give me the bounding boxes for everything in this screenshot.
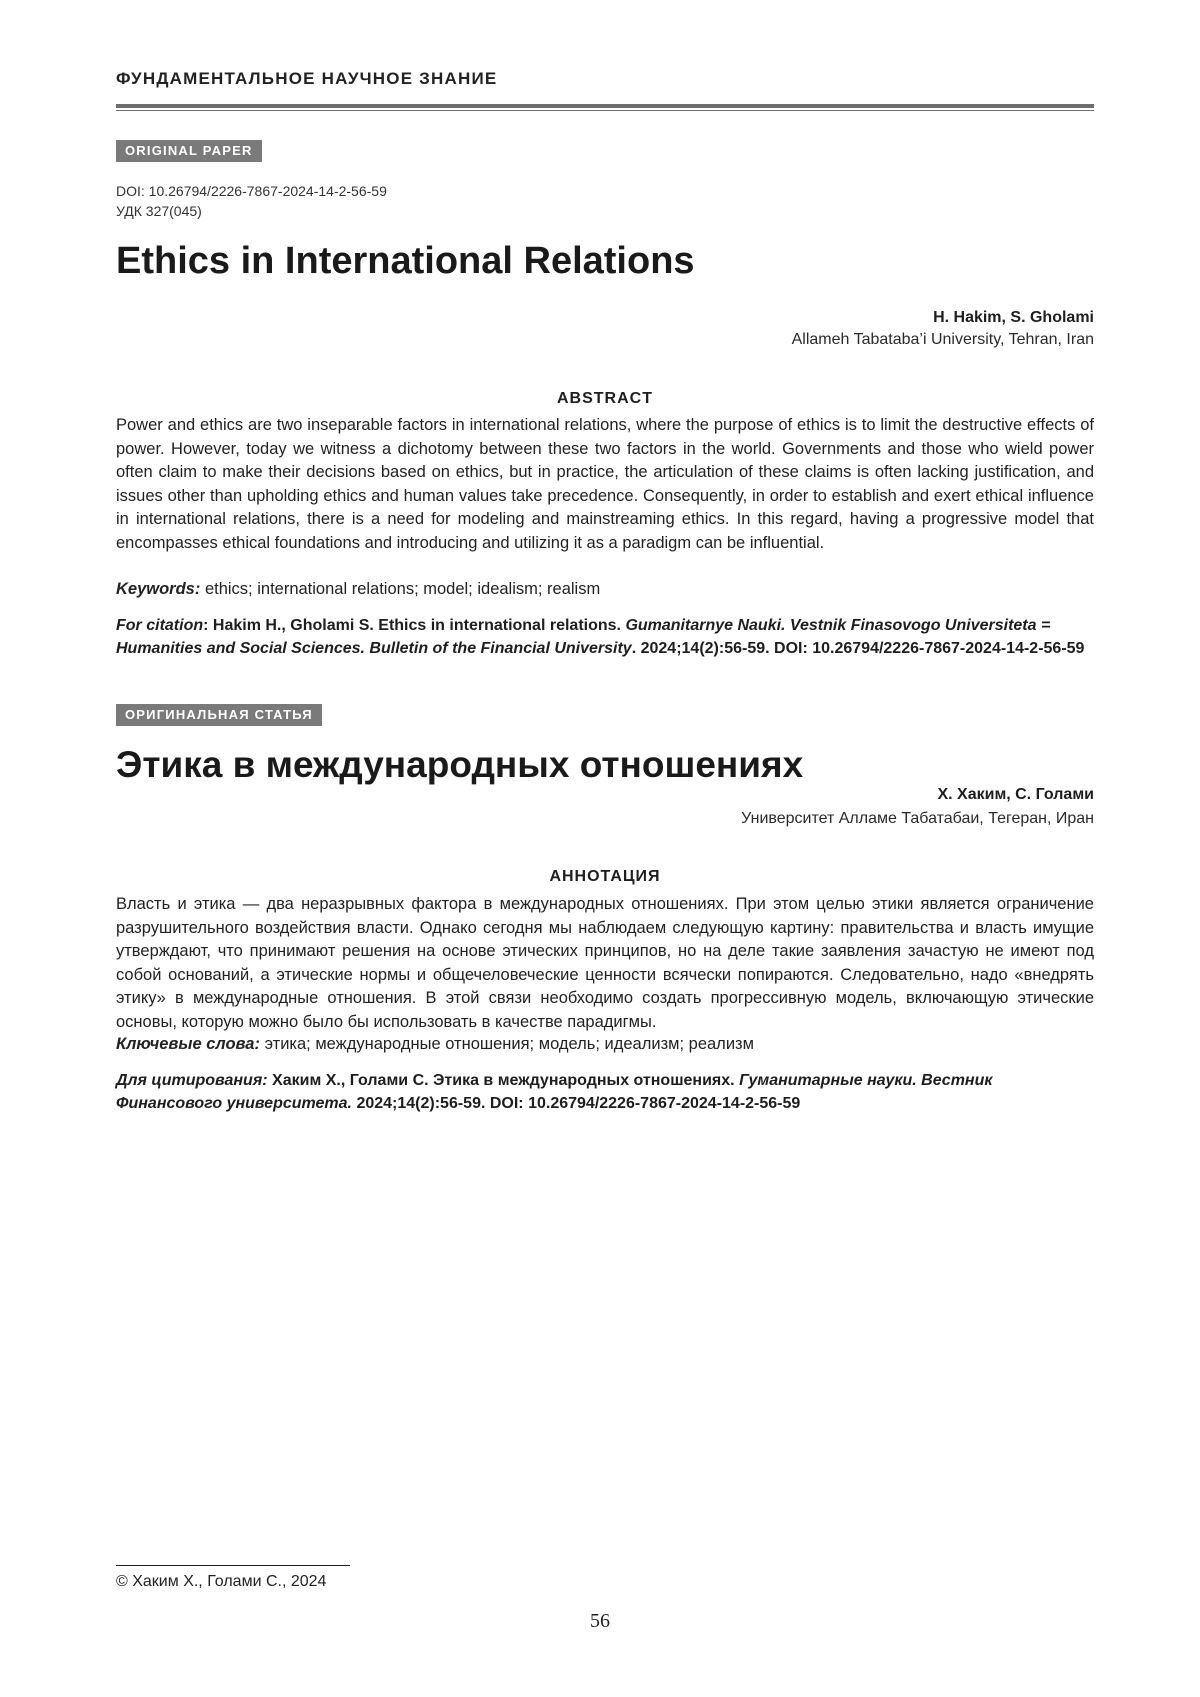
english-abstract: Power and ethics are two inseparable factors in international relations, where the purpose of ethics is to limit the destructive effects of power. However, today we witness a dichotomy between these two factors in the world. Governments and those who wield power often claim to make their decisions based on ethics, but in practice, the articulation of these claims is often lacking justification, and issues other than upholding ethics and human values take precedence. Consequently, in order to establish and exert ethical influence in international relations, there is a need for modeling and mainstreaming ethics. In this regard, having a progressive model that encompasses ethical foundations and introducing and utilizing it as a paradigm can be influential. <box>116 414 1094 555</box>
russian-authors: Х. Хаким, С. Голами <box>937 786 1094 804</box>
russian-citation <box>116 1069 1094 1115</box>
english-title: Ethics in International Relations <box>116 240 695 283</box>
russian-title: Этика в международных отношениях <box>116 744 803 786</box>
footnote-divider <box>116 1565 350 1566</box>
russian-abstract: Власть и этика — два неразрывных фактора в международных отношениях. При этом целью этики является ограничение разрушительного воздействия власти. Однако сегодня мы наблюдаем следующую картину: правительства и власть имущие утверждают, что принимают решения на основе этических принципов, но на деле такие заявления зачастую не имеют под собой оснований, а этические нормы и общечеловеческие ценности всячески попираются. Следовательно, надо «внедрять этику» в международные отношения. В этой связи необходимо создать прогрессивную модель, включающую этические основы, которую можно было бы использовать в качестве парадигмы. <box>116 893 1094 1034</box>
citation-label: For citation <box>116 617 203 634</box>
russian-original-badge: ОРИГИНАЛЬНАЯ СТАТЬЯ <box>116 704 322 726</box>
abstract-heading: ABSTRACT <box>116 390 1094 408</box>
russian-keywords <box>116 1035 754 1054</box>
doi: DOI: 10.26794/2226-7867-2024-14-2-56-59 <box>116 182 387 201</box>
header-divider-thin <box>116 110 1094 111</box>
english-affiliation: Allameh Tabataba’i University, Tehran, Iran <box>792 331 1094 349</box>
russian-citation-label: Для цитирования: <box>116 1072 268 1089</box>
english-authors: H. Hakim, S. Gholami <box>933 309 1094 327</box>
keywords-text: ethics; international relations; model; idealism; realism <box>205 580 600 598</box>
keywords-label: Keywords: <box>116 580 200 598</box>
page-number: 56 <box>0 1610 1200 1633</box>
udc: УДК 327(045) <box>116 202 202 221</box>
copyright-notice: © Хаким Х., Голами С., 2024 <box>116 1573 326 1591</box>
russian-abstract-heading: АННОТАЦИЯ <box>116 868 1094 886</box>
header-divider-thick <box>116 104 1094 108</box>
citation-journal: Gumanitarnye Nauki. Vestnik Finasovogo Universiteta = Humanities and Social Sciences. Bulletin of the Financial University <box>116 617 1050 657</box>
russian-citation-journal: Гуманитарные науки. Вестник Финансового университета. <box>116 1072 992 1112</box>
english-keywords <box>116 580 600 599</box>
russian-keywords-label: Ключевые слова: <box>116 1035 260 1053</box>
english-citation: For citation: Hakim H., Gholami S. Ethics in international relations. Gumanitarnye Nauki. Vestnik Finasovogo Universiteta = Humanities and Social Sciences. Bulletin of the Financial University. 2024;14(2):56-59. DOI: 10.26794/2226-7867-2024-14-2-56-59 <box>116 614 1094 660</box>
citation-tail: . 2024;14(2):56-59. DOI: 10.26794/2226-7867-2024-14-2-56-59 <box>632 640 1085 657</box>
russian-citation-authors-title: Хаким Х., Голами С. Этика в международных отношениях. <box>272 1072 735 1089</box>
original-paper-badge: ORIGINAL PAPER <box>116 140 262 162</box>
russian-citation-tail: 2024;14(2):56-59. DOI: 10.26794/2226-7867-2024-14-2-56-59 <box>352 1095 800 1112</box>
journal-section-title: ФУНДАМЕНТАЛЬНОЕ НАУЧНОЕ ЗНАНИЕ <box>116 69 497 89</box>
citation-authors-title: Hakim H., Gholami S. Ethics in international relations. <box>213 617 621 634</box>
russian-keywords-text: этика; международные отношения; модель; идеализм; реализм <box>265 1035 754 1053</box>
russian-affiliation: Университет Алламе Табатабаи, Тегеран, Иран <box>741 810 1094 828</box>
